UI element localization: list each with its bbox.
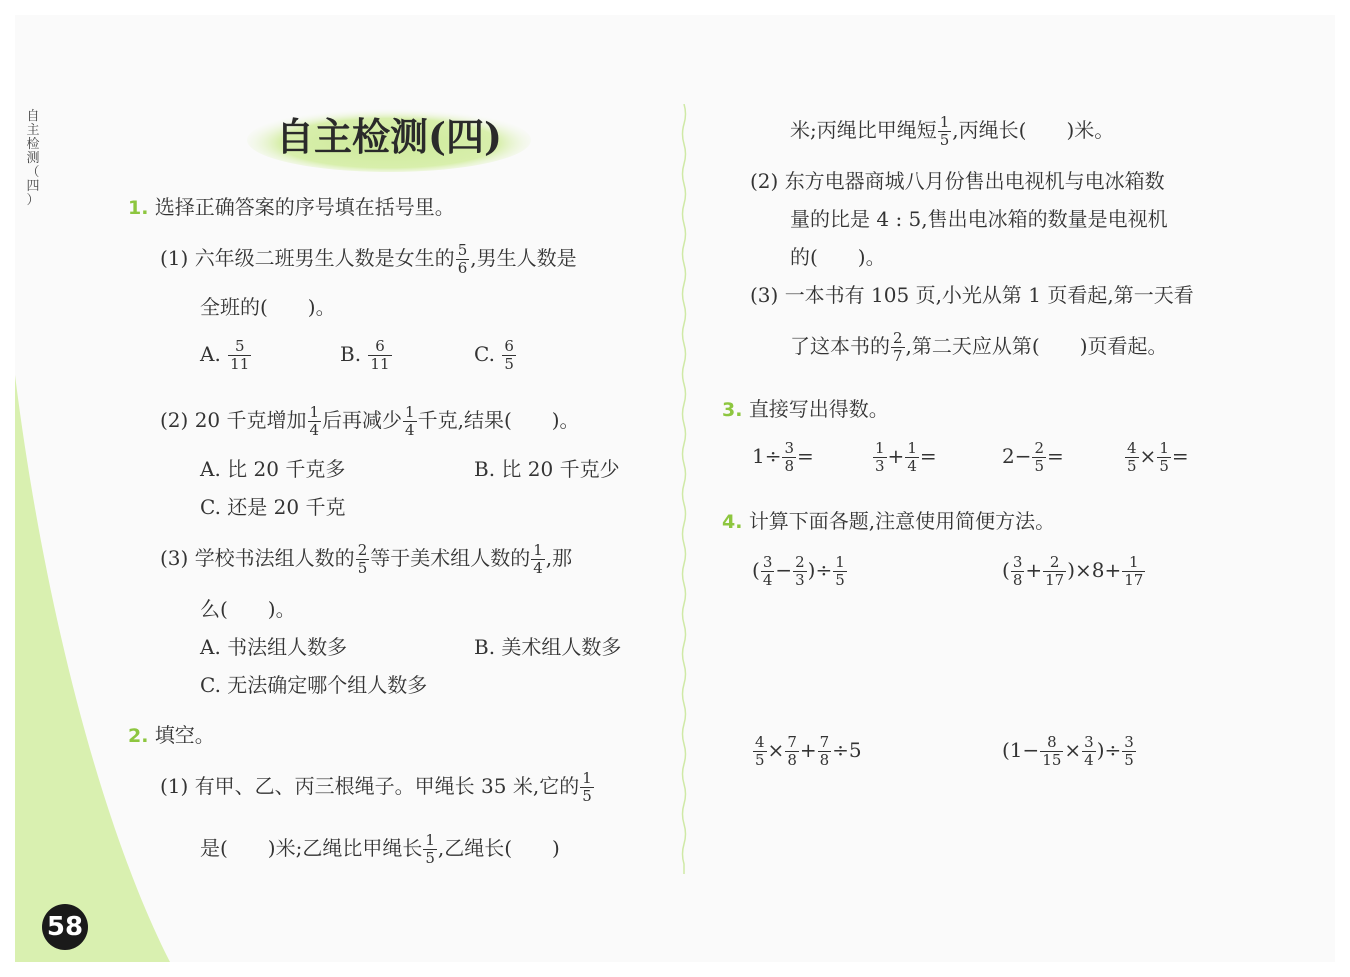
q1-p2-line1: (2) 20 千克增加 $\frac{1}{4}$ 后再减少 $\frac{1}{4}$ 千克,结果( )。 xyxy=(160,403,580,439)
fraction: $\frac{3}{4}$ xyxy=(1084,733,1094,769)
fraction: $\frac{7}{8}$ xyxy=(819,733,830,769)
q1-p2-option-b: B. 比 20 千克少 xyxy=(474,457,620,481)
q1-p1-option-b: B. $\frac{6}{11}$ xyxy=(340,337,390,373)
q2-stem: 填空。 xyxy=(154,723,215,747)
q3-expr-2: $\frac{1}{3}$ + $\frac{1}{4}$ = xyxy=(875,439,937,475)
side-label: 自 主 检 测 （ 四 ） xyxy=(26,109,40,208)
fraction: $\frac{6}{11}$ xyxy=(370,337,390,373)
q2-p2-line2: 量的比是 4 : 5,售出电冰箱的数量是电视机 xyxy=(790,207,1168,231)
q1-p2-option-a: A. 比 20 千克多 xyxy=(200,457,346,481)
fraction: $\frac{1}{5}$ xyxy=(939,113,950,149)
fraction: $\frac{1}{4}$ xyxy=(907,439,917,475)
q2-p3-line2: 了这本书的 $\frac{2}{7}$ ,第二天应从第( )页看起。 xyxy=(790,329,1168,365)
fraction: $\frac{1}{4}$ xyxy=(533,541,543,577)
fraction: $\frac{2}{17}$ xyxy=(1045,553,1065,589)
fraction: $\frac{1}{5}$ xyxy=(1159,439,1169,475)
q4-expr-3: $\frac{4}{5}$ × $\frac{7}{8}$ + $\frac{7}{8}$ ÷5 xyxy=(755,733,862,769)
fraction: $\frac{7}{8}$ xyxy=(787,733,797,769)
fraction: $\frac{1}{5}$ xyxy=(835,553,845,589)
q1-p1-option-a: A. $\frac{5}{11}$ xyxy=(200,337,250,373)
fraction: $\frac{2}{3}$ xyxy=(795,553,805,589)
fraction: $\frac{4}{5}$ xyxy=(755,733,765,769)
q2-p1-line3: 米;丙绳比甲绳短 $\frac{1}{5}$ ,丙绳长( )米。 xyxy=(790,113,1115,149)
q1-stem: 选择正确答案的序号填在括号里。 xyxy=(154,195,455,219)
q4-expr-1: ( $\frac{3}{4}$ − $\frac{2}{3}$ )÷ $\frac{1}{5}$ xyxy=(752,553,845,589)
q1-p3-line1: (3) 学校书法组人数的 $\frac{2}{5}$ 等于美术组人数的 $\frac{1}{4}$ ,那 xyxy=(160,541,573,577)
q1-p1-option-c: C. $\frac{6}{5}$ xyxy=(474,337,514,373)
q2-p3-line1: (3) 一本书有 105 页,小光从第 1 页看起,第一天看 xyxy=(750,283,1194,307)
q1-p2-option-c: C. 还是 20 千克 xyxy=(200,495,346,519)
q4-expr-2: ( $\frac{3}{8}$ + $\frac{2}{17}$ )×8+ $\frac{1}{17}$ xyxy=(1002,553,1144,589)
q3-expr-1: 1÷ $\frac{3}{8}$ = xyxy=(752,439,814,475)
q3-stem: 直接写出得数。 xyxy=(748,397,889,421)
fraction: $\frac{3}{8}$ xyxy=(784,439,795,475)
column-divider xyxy=(681,104,687,874)
q3-header xyxy=(722,396,889,423)
fraction: $\frac{2}{5}$ xyxy=(1034,439,1045,475)
green-corner-decoration xyxy=(15,15,215,962)
fraction: $\frac{1}{5}$ xyxy=(425,831,435,867)
page-title: 自主检测(四) xyxy=(276,114,502,159)
fraction: $\frac{5}{11}$ xyxy=(230,337,250,373)
q2-p2-line1: (2) 东方电器商城八月份售出电视机与电冰箱数 xyxy=(750,169,1165,193)
q2-number: 2. xyxy=(128,725,149,747)
q3-number: 3. xyxy=(722,399,743,421)
q4-number: 4. xyxy=(722,511,743,533)
q2-p1-line1: (1) 有甲、乙、丙三根绳子。甲绳长 35 米,它的 $\frac{1}{5}$ xyxy=(160,769,592,805)
q1-p3-option-a: A. 书法组人数多 xyxy=(200,635,348,659)
fraction: $\frac{2}{7}$ xyxy=(893,329,903,365)
page-number: 58 xyxy=(42,904,88,950)
q1-p3-line2: 么( )。 xyxy=(200,597,296,621)
fraction: $\frac{3}{5}$ xyxy=(1124,733,1134,769)
fraction: $\frac{5}{6}$ xyxy=(457,241,468,277)
q1-p1-line1: (1) 六年级二班男生人数是女生的 $\frac{5}{6}$ ,男生人数是 xyxy=(160,241,577,277)
q1-number: 1. xyxy=(128,197,149,219)
q1-p3-option-b: B. 美术组人数多 xyxy=(474,635,622,659)
q3-expr-4: $\frac{4}{5}$ × $\frac{1}{5}$ = xyxy=(1127,439,1189,475)
q3-expr-3: 2− $\frac{2}{5}$ = xyxy=(1002,439,1064,475)
fraction: $\frac{8}{15}$ xyxy=(1042,733,1062,769)
fraction: $\frac{3}{4}$ xyxy=(762,553,773,589)
q4-stem: 计算下面各题,注意使用简便方法。 xyxy=(748,509,1056,533)
q4-header xyxy=(722,508,1055,535)
fraction: $\frac{2}{5}$ xyxy=(357,541,368,577)
q2-p2-line3: 的( )。 xyxy=(790,245,886,269)
q2-p1-line2: 是( )米;乙绳比甲绳长 $\frac{1}{5}$ ,乙绳长( ) xyxy=(200,831,560,867)
q4-expr-4: (1− $\frac{8}{15}$ × $\frac{3}{4}$ )÷ $\frac{3}{5}$ xyxy=(1002,733,1134,769)
fraction: $\frac{6}{5}$ xyxy=(504,337,514,373)
fraction: $\frac{3}{8}$ xyxy=(1012,553,1023,589)
fraction: $\frac{1}{17}$ xyxy=(1124,553,1144,589)
fraction: $\frac{4}{5}$ xyxy=(1127,439,1137,475)
fraction: $\frac{1}{4}$ xyxy=(309,403,320,439)
q1-header xyxy=(128,194,455,221)
fraction: $\frac{1}{4}$ xyxy=(405,403,415,439)
title-banner xyxy=(246,104,532,172)
worksheet-page xyxy=(15,15,1335,962)
fraction: $\frac{1}{3}$ xyxy=(875,439,885,475)
q1-p3-option-c: C. 无法确定哪个组人数多 xyxy=(200,673,428,697)
q1-p1-line2: 全班的( )。 xyxy=(200,295,336,319)
fraction: $\frac{1}{5}$ xyxy=(582,769,592,805)
q2-header xyxy=(128,722,215,749)
